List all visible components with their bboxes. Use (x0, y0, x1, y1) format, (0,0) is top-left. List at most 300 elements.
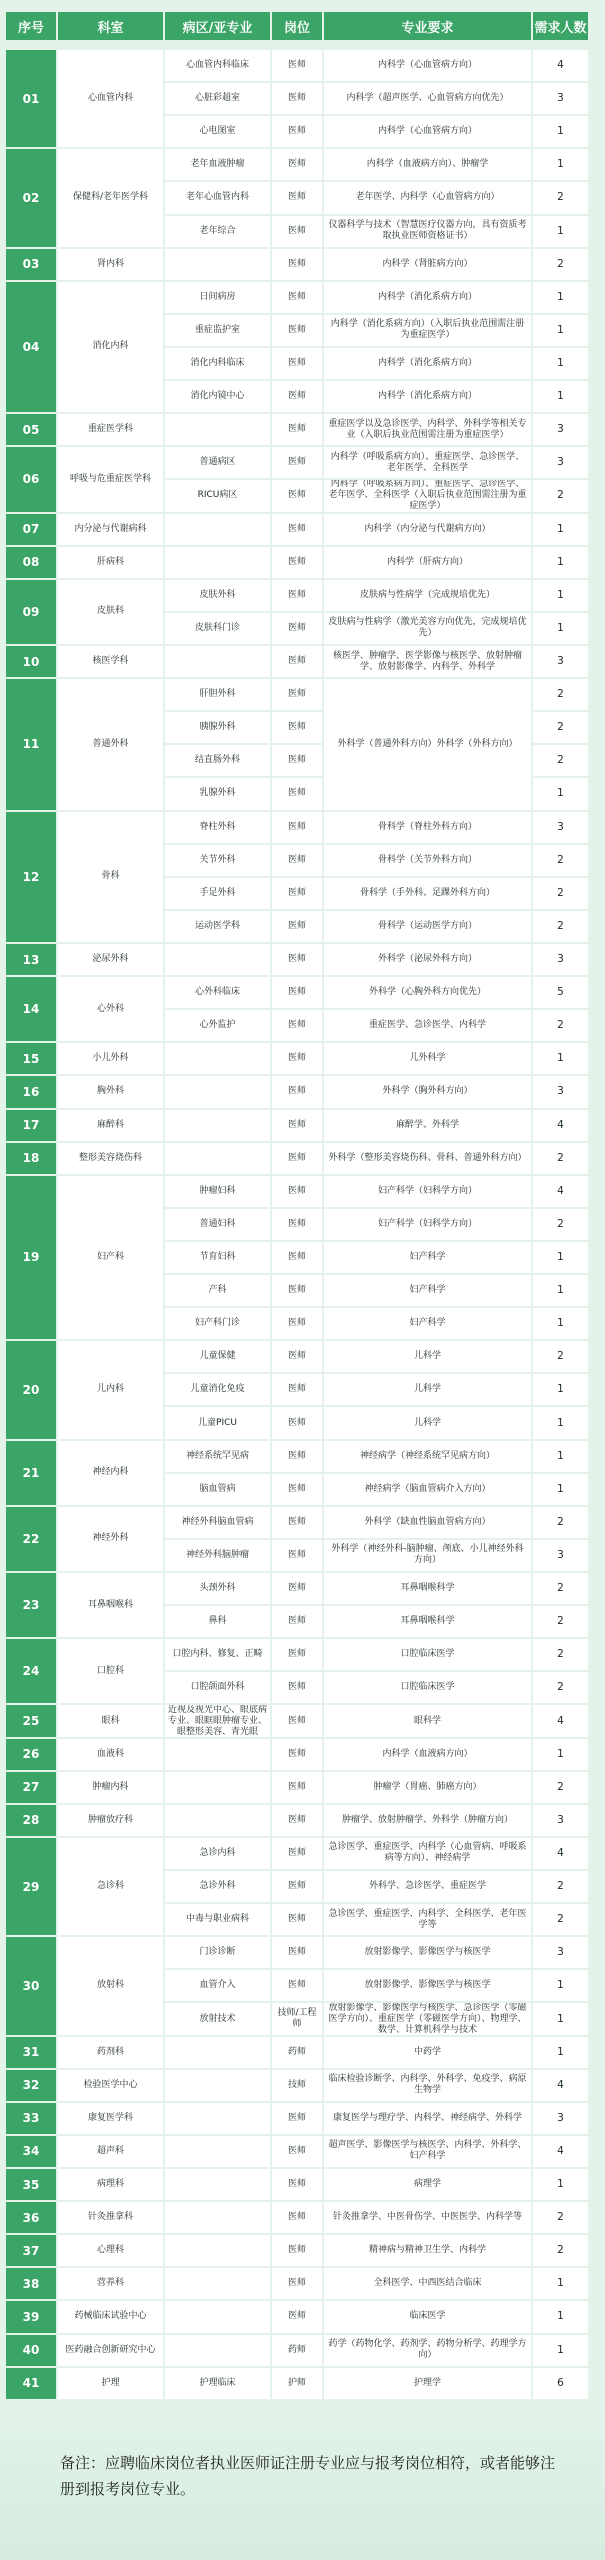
subspecialty-cell: 鼻科 (165, 1606, 270, 1637)
position-cell: 医师 (272, 514, 322, 545)
requirement-cell: 外科学、急诊医学、重症医学 (324, 1871, 531, 1902)
department-cell: 营养科 (58, 2268, 163, 2299)
position-cell: 医师 (272, 414, 322, 445)
subspecialty-cell (165, 547, 270, 578)
requirement-cell: 老年医学、内科学（心血管病方向） (324, 182, 531, 213)
count-cell: 2 (533, 1904, 588, 1935)
row-index: 41 (6, 2368, 56, 2399)
department-cell: 病理科 (58, 2169, 163, 2200)
requirement-cell: 放射影像学、影像医学与核医学 (324, 1937, 531, 1968)
count-cell: 2 (533, 712, 588, 743)
subspecialty-cell: RICU病区 (165, 480, 270, 511)
row-index: 29 (6, 1838, 56, 1935)
count-cell: 1 (533, 547, 588, 578)
subspecialty-cell: 肿瘤妇科 (165, 1176, 270, 1207)
count-cell: 2 (533, 878, 588, 909)
count-cell: 3 (533, 1540, 588, 1571)
requirement-cell: 护理学 (324, 2368, 531, 2399)
count-cell: 2 (533, 1573, 588, 1604)
requirement-cell: 急诊医学、重症医学、内科学（心血管病、呼吸系病等方向）、神经病学 (324, 1838, 531, 1869)
position-cell: 医师 (272, 1573, 322, 1604)
department-cell: 肝病科 (58, 547, 163, 578)
position-cell: 医师 (272, 1010, 322, 1041)
department-cell: 内分泌与代谢病科 (58, 514, 163, 545)
count-cell: 1 (533, 348, 588, 379)
footnote: 备注：应聘临床岗位者执业医师证注册专业应与报考岗位相符，或者能够注册到报考岗位专业。 (60, 2454, 556, 2498)
requirement-cell: 外科学（普通外科方向）外科学（外科方向） (324, 679, 531, 809)
count-cell: 1 (533, 216, 588, 247)
count-cell: 2 (533, 182, 588, 213)
count-cell: 1 (533, 2268, 588, 2299)
subspecialty-cell: 结直肠外科 (165, 745, 270, 776)
row-index: 15 (6, 1043, 56, 1074)
header-index: 序号 (6, 12, 56, 40)
position-cell: 医师 (272, 1937, 322, 1968)
subspecialty-cell (165, 944, 270, 975)
department-cell: 肿瘤内科 (58, 1772, 163, 1803)
subspecialty-cell: 护理临床 (165, 2368, 270, 2399)
subspecialty-cell: 心血管内科临床 (165, 50, 270, 81)
requirement-cell: 耳鼻咽喉科学 (324, 1606, 531, 1637)
requirement-cell: 口腔临床医学 (324, 1672, 531, 1703)
requirement-cell: 全科医学、中西医结合临床 (324, 2268, 531, 2299)
count-cell: 2 (533, 845, 588, 876)
subspecialty-cell (165, 2136, 270, 2167)
row-index: 21 (6, 1441, 56, 1505)
requirement-cell: 妇产科学（妇科学方向） (324, 1176, 531, 1207)
requirement-cell: 精神病与精神卫生学、内科学 (324, 2235, 531, 2266)
count-cell: 2 (533, 679, 588, 710)
department-cell: 神经外科 (58, 1507, 163, 1571)
department-cell: 保健科/老年医学科 (58, 149, 163, 246)
subspecialty-cell: 乳腺外科 (165, 778, 270, 809)
department-cell: 消化内科 (58, 282, 163, 412)
row-index: 34 (6, 2136, 56, 2167)
row-index: 20 (6, 1341, 56, 1438)
header-requirement: 专业要求 (324, 12, 531, 40)
count-cell: 2 (533, 1507, 588, 1538)
position-cell: 医师 (272, 282, 322, 313)
subspecialty-cell: 口腔内科、修复、正畸 (165, 1639, 270, 1670)
position-cell: 医师 (272, 1805, 322, 1836)
count-cell: 1 (533, 315, 588, 346)
subspecialty-cell: 头颈外科 (165, 1573, 270, 1604)
requirement-cell: 麻醉学、外科学 (324, 1110, 531, 1141)
requirement-cell: 眼科学 (324, 1705, 531, 1736)
requirement-cell: 儿科学 (324, 1374, 531, 1405)
count-cell: 1 (533, 1308, 588, 1339)
department-cell: 药械临床试验中心 (58, 2301, 163, 2332)
position-cell: 技师/工程师 (272, 2003, 322, 2034)
count-cell: 2 (533, 480, 588, 511)
row-index: 38 (6, 2268, 56, 2299)
count-cell: 1 (533, 1242, 588, 1273)
position-cell: 医师 (272, 1143, 322, 1174)
requirement-cell: 内科学（消化系病方向） (324, 348, 531, 379)
row-index: 37 (6, 2235, 56, 2266)
position-cell: 医师 (272, 50, 322, 81)
position-cell: 医师 (272, 1209, 322, 1240)
count-cell: 4 (533, 1705, 588, 1736)
requirement-cell: 骨科学（脊柱外科方向） (324, 812, 531, 843)
count-cell: 3 (533, 414, 588, 445)
position-cell: 医师 (272, 1275, 322, 1306)
position-cell: 医师 (272, 977, 322, 1008)
requirement-cell: 外科学（缺血性脑血管病方向） (324, 1507, 531, 1538)
department-cell: 眼科 (58, 1705, 163, 1736)
position-cell: 医师 (272, 381, 322, 412)
subspecialty-cell (165, 249, 270, 280)
position-cell: 医师 (272, 812, 322, 843)
position-cell: 医师 (272, 778, 322, 809)
subspecialty-cell: 儿童保健 (165, 1341, 270, 1372)
department-cell: 呼吸与危重症医学科 (58, 447, 163, 511)
department-cell: 护理 (58, 2368, 163, 2399)
subspecialty-cell (165, 2268, 270, 2299)
subspecialty-cell (165, 2169, 270, 2200)
position-cell: 医师 (272, 1441, 322, 1472)
requirement-cell: 重症医学、急诊医学、内科学 (324, 1010, 531, 1041)
department-cell: 心血管内科 (58, 50, 163, 147)
department-cell: 耳鼻咽喉科 (58, 1573, 163, 1637)
subspecialty-cell: 产科 (165, 1275, 270, 1306)
header-subspecialty: 病区/亚专业 (165, 12, 270, 40)
requirement-cell: 放射影像学、影像医学与核医学 (324, 1970, 531, 2001)
subspecialty-cell (165, 1143, 270, 1174)
row-index: 28 (6, 1805, 56, 1836)
department-cell: 检验医学中心 (58, 2070, 163, 2101)
requirement-cell: 外科学（心胸外科方向优先） (324, 977, 531, 1008)
row-index: 22 (6, 1507, 56, 1571)
row-index: 06 (6, 447, 56, 511)
position-cell: 医师 (272, 745, 322, 776)
requirement-cell: 药学（药物化学、药剂学、药物分析学、药理学方向） (324, 2335, 531, 2366)
count-cell: 2 (533, 1341, 588, 1372)
row-index: 11 (6, 679, 56, 809)
row-index: 33 (6, 2103, 56, 2134)
row-index: 25 (6, 1705, 56, 1736)
subspecialty-cell: 手足外科 (165, 878, 270, 909)
subspecialty-cell (165, 2070, 270, 2101)
subspecialty-cell: 老年血液肿瘤 (165, 149, 270, 180)
count-cell: 2 (533, 1010, 588, 1041)
position-cell: 医师 (272, 1076, 322, 1107)
department-cell: 普通外科 (58, 679, 163, 809)
subspecialty-cell: 儿童消化免疫 (165, 1374, 270, 1405)
position-cell: 医师 (272, 1308, 322, 1339)
subspecialty-cell: 口腔颌面外科 (165, 1672, 270, 1703)
position-cell: 医师 (272, 547, 322, 578)
subspecialty-cell (165, 1110, 270, 1141)
subspecialty-cell: 神经系统罕见病 (165, 1441, 270, 1472)
department-cell: 药剂科 (58, 2037, 163, 2068)
position-cell: 医师 (272, 2235, 322, 2266)
position-cell: 医师 (272, 1672, 322, 1703)
subspecialty-cell: 脑血管病 (165, 1474, 270, 1505)
subspecialty-cell (165, 1739, 270, 1770)
department-cell: 重症医学科 (58, 414, 163, 445)
row-index: 23 (6, 1573, 56, 1637)
requirement-cell: 妇产科学 (324, 1275, 531, 1306)
row-index: 36 (6, 2202, 56, 2233)
department-cell: 泌尿外科 (58, 944, 163, 975)
department-cell: 麻醉科 (58, 1110, 163, 1141)
requirement-cell: 外科学（整形美容烧伤科、骨科、普通外科方向） (324, 1143, 531, 1174)
requirement-cell: 内科学（超声医学、心血管病方向优先） (324, 83, 531, 114)
row-index: 07 (6, 514, 56, 545)
subspecialty-cell (165, 2301, 270, 2332)
subspecialty-cell (165, 1076, 270, 1107)
count-cell: 1 (533, 2335, 588, 2366)
position-cell: 医师 (272, 1474, 322, 1505)
subspecialty-cell: 关节外科 (165, 845, 270, 876)
requirement-cell: 儿科学 (324, 1407, 531, 1438)
count-cell: 2 (533, 1871, 588, 1902)
subspecialty-cell: 胰腺外科 (165, 712, 270, 743)
count-cell: 1 (533, 2003, 588, 2034)
row-index: 14 (6, 977, 56, 1041)
requirement-cell: 内科学（心血管病方向） (324, 116, 531, 147)
subspecialty-cell: 重症监护室 (165, 315, 270, 346)
position-cell: 医师 (272, 2301, 322, 2332)
position-cell: 医师 (272, 1341, 322, 1372)
position-cell: 医师 (272, 2103, 322, 2134)
position-cell: 医师 (272, 83, 322, 114)
header-count: 需求人数 (533, 12, 588, 40)
count-cell: 2 (533, 1772, 588, 1803)
requirement-cell: 妇产科学 (324, 1242, 531, 1273)
subspecialty-cell: 皮肤外科 (165, 580, 270, 611)
requirement-cell: 针灸推拿学、中医骨伤学、中医医学、内科学等 (324, 2202, 531, 2233)
subspecialty-cell: 近视及视光中心、眼底病专业、眼眶眼肿瘤专业、眼整形美容、青光眼 (165, 1705, 270, 1736)
subspecialty-cell: 消化内镜中心 (165, 381, 270, 412)
count-cell: 1 (533, 282, 588, 313)
requirement-cell: 内科学（呼吸系病方向）、重症医学、急诊医学、老年医学、全科医学（入职后执业范围需注册为重症医学） (324, 480, 531, 511)
position-cell: 医师 (272, 1606, 322, 1637)
department-cell: 放射科 (58, 1937, 163, 2034)
header-position: 岗位 (272, 12, 322, 40)
position-cell: 医师 (272, 2202, 322, 2233)
row-index: 12 (6, 812, 56, 942)
count-cell: 3 (533, 1076, 588, 1107)
requirement-cell: 内科学（消化系病方向） (324, 282, 531, 313)
position-cell: 医师 (272, 878, 322, 909)
position-cell: 医师 (272, 1838, 322, 1869)
requirement-cell: 外科学（胸外科方向） (324, 1076, 531, 1107)
requirement-cell: 内科学（肾脏病方向） (324, 249, 531, 280)
count-cell: 1 (533, 2301, 588, 2332)
position-cell: 医师 (272, 613, 322, 644)
row-index: 08 (6, 547, 56, 578)
row-index: 04 (6, 282, 56, 412)
requirement-cell: 内科学（呼吸系病方向）、重症医学、急诊医学、老年医学、全科医学 (324, 447, 531, 478)
count-cell: 3 (533, 1805, 588, 1836)
row-index: 32 (6, 2070, 56, 2101)
position-cell: 医师 (272, 1871, 322, 1902)
position-cell: 医师 (272, 1407, 322, 1438)
department-cell: 针灸推拿科 (58, 2202, 163, 2233)
position-cell: 医师 (272, 679, 322, 710)
subspecialty-cell (165, 2037, 270, 2068)
header-department: 科室 (58, 12, 163, 40)
count-cell: 1 (533, 2037, 588, 2068)
subspecialty-cell (165, 2335, 270, 2366)
count-cell: 1 (533, 778, 588, 809)
requirement-cell: 外科学（神经外科-脑肿瘤、颅底、小儿神经外科方向） (324, 1540, 531, 1571)
position-cell: 医师 (272, 1507, 322, 1538)
requirement-cell: 中药学 (324, 2037, 531, 2068)
position-cell: 医师 (272, 2169, 322, 2200)
position-cell: 医师 (272, 580, 322, 611)
position-cell: 医师 (272, 2268, 322, 2299)
requirement-cell: 妇产科学 (324, 1308, 531, 1339)
row-index: 26 (6, 1739, 56, 1770)
row-index: 35 (6, 2169, 56, 2200)
position-cell: 医师 (272, 1772, 322, 1803)
recruitment-table (6, 12, 598, 2397)
row-index: 01 (6, 50, 56, 147)
subspecialty-cell: 门诊诊断 (165, 1937, 270, 1968)
count-cell: 2 (533, 1639, 588, 1670)
position-cell: 医师 (272, 646, 322, 677)
subspecialty-cell (165, 2235, 270, 2266)
subspecialty-cell (165, 2103, 270, 2134)
count-cell: 5 (533, 977, 588, 1008)
requirement-cell: 康复医学与理疗学、内科学、神经病学、外科学 (324, 2103, 531, 2134)
subspecialty-cell: 日间病房 (165, 282, 270, 313)
subspecialty-cell (165, 2202, 270, 2233)
department-cell: 心理科 (58, 2235, 163, 2266)
count-cell: 1 (533, 1043, 588, 1074)
subspecialty-cell: 脊柱外科 (165, 812, 270, 843)
count-cell: 6 (533, 2368, 588, 2399)
subspecialty-cell (165, 1772, 270, 1803)
count-cell: 1 (533, 149, 588, 180)
count-cell: 1 (533, 116, 588, 147)
department-cell: 胸外科 (58, 1076, 163, 1107)
count-cell: 1 (533, 613, 588, 644)
subspecialty-cell: 急诊内科 (165, 1838, 270, 1869)
requirement-cell: 内科学（消化系病方向） (324, 381, 531, 412)
requirement-cell: 急诊医学、重症医学、内科学、全科医学、老年医学等 (324, 1904, 531, 1935)
row-index: 09 (6, 580, 56, 644)
position-cell: 医师 (272, 1043, 322, 1074)
requirement-cell: 口腔临床医学 (324, 1639, 531, 1670)
requirement-cell: 肿瘤学、放射肿瘤学、外科学（肿瘤方向） (324, 1805, 531, 1836)
row-index: 40 (6, 2335, 56, 2366)
requirement-cell: 重症医学以及急诊医学、内科学、外科学等相关专业（入职后执业范围需注册为重症医学） (324, 414, 531, 445)
count-cell: 3 (533, 944, 588, 975)
count-cell: 2 (533, 249, 588, 280)
department-cell: 儿内科 (58, 1341, 163, 1438)
count-cell: 1 (533, 580, 588, 611)
requirement-cell: 肿瘤学（胃癌、肺癌方向） (324, 1772, 531, 1803)
department-cell: 肿瘤放疗科 (58, 1805, 163, 1836)
position-cell: 医师 (272, 149, 322, 180)
position-cell: 医师 (272, 480, 322, 511)
subspecialty-cell (165, 1043, 270, 1074)
position-cell: 医师 (272, 944, 322, 975)
count-cell: 3 (533, 812, 588, 843)
requirement-cell: 骨科学（关节外科方向） (324, 845, 531, 876)
position-cell: 医师 (272, 1904, 322, 1935)
row-index: 17 (6, 1110, 56, 1141)
subspecialty-cell: 老年心血管内科 (165, 182, 270, 213)
requirement-cell: 儿科学 (324, 1341, 531, 1372)
count-cell: 1 (533, 1739, 588, 1770)
row-index: 02 (6, 149, 56, 246)
count-cell: 4 (533, 1110, 588, 1141)
subspecialty-cell (165, 514, 270, 545)
position-cell: 医师 (272, 447, 322, 478)
department-cell: 皮肤科 (58, 580, 163, 644)
requirement-cell: 外科学（泌尿外科方向） (324, 944, 531, 975)
count-cell: 4 (533, 2070, 588, 2101)
count-cell: 4 (533, 1838, 588, 1869)
position-cell: 技师 (272, 2070, 322, 2101)
subspecialty-cell: 急诊外科 (165, 1871, 270, 1902)
row-index: 03 (6, 249, 56, 280)
subspecialty-cell: 妇产科门诊 (165, 1308, 270, 1339)
count-cell: 2 (533, 1209, 588, 1240)
subspecialty-cell: 心电图室 (165, 116, 270, 147)
subspecialty-cell: 老年综合 (165, 216, 270, 247)
position-cell: 药师 (272, 2037, 322, 2068)
subspecialty-cell: 肝胆外科 (165, 679, 270, 710)
requirement-cell: 妇产科学（妇科学方向） (324, 1209, 531, 1240)
requirement-cell: 内科学（消化系病方向）（入职后执业范围需注册为重症医学） (324, 315, 531, 346)
requirement-cell: 内科学（血液病方向） (324, 1739, 531, 1770)
requirement-cell: 内科学（肝病方向） (324, 547, 531, 578)
requirement-cell: 临床医学 (324, 2301, 531, 2332)
position-cell: 医师 (272, 1739, 322, 1770)
department-cell: 整形美容烧伤科 (58, 1143, 163, 1174)
position-cell: 医师 (272, 1970, 322, 2001)
position-cell: 药师 (272, 2335, 322, 2366)
position-cell: 护师 (272, 2368, 322, 2399)
requirement-cell: 核医学、肿瘤学、医学影像与核医学、放射肿瘤学、放射影像学、内科学、外科学 (324, 646, 531, 677)
row-index: 05 (6, 414, 56, 445)
department-cell: 血液科 (58, 1739, 163, 1770)
requirement-cell: 病理学 (324, 2169, 531, 2200)
subspecialty-cell: 神经外科脑肿瘤 (165, 1540, 270, 1571)
position-cell: 医师 (272, 1176, 322, 1207)
count-cell: 3 (533, 2103, 588, 2134)
position-cell: 医师 (272, 1110, 322, 1141)
department-cell: 神经内科 (58, 1441, 163, 1505)
count-cell: 1 (533, 2169, 588, 2200)
row-index: 16 (6, 1076, 56, 1107)
department-cell: 肾内科 (58, 249, 163, 280)
position-cell: 医师 (272, 2136, 322, 2167)
count-cell: 4 (533, 1176, 588, 1207)
count-cell: 3 (533, 447, 588, 478)
count-cell: 2 (533, 1143, 588, 1174)
requirement-cell: 神经病学（神经系统罕见病方向） (324, 1441, 531, 1472)
count-cell: 1 (533, 1970, 588, 2001)
position-cell: 医师 (272, 315, 322, 346)
count-cell: 1 (533, 1374, 588, 1405)
department-cell: 核医学科 (58, 646, 163, 677)
count-cell: 2 (533, 1672, 588, 1703)
requirement-cell: 超声医学、影像医学与核医学、内科学、外科学、妇产科学 (324, 2136, 531, 2167)
row-index: 10 (6, 646, 56, 677)
count-cell: 1 (533, 1474, 588, 1505)
department-cell: 口腔科 (58, 1639, 163, 1703)
row-index: 18 (6, 1143, 56, 1174)
row-index: 13 (6, 944, 56, 975)
count-cell: 2 (533, 911, 588, 942)
